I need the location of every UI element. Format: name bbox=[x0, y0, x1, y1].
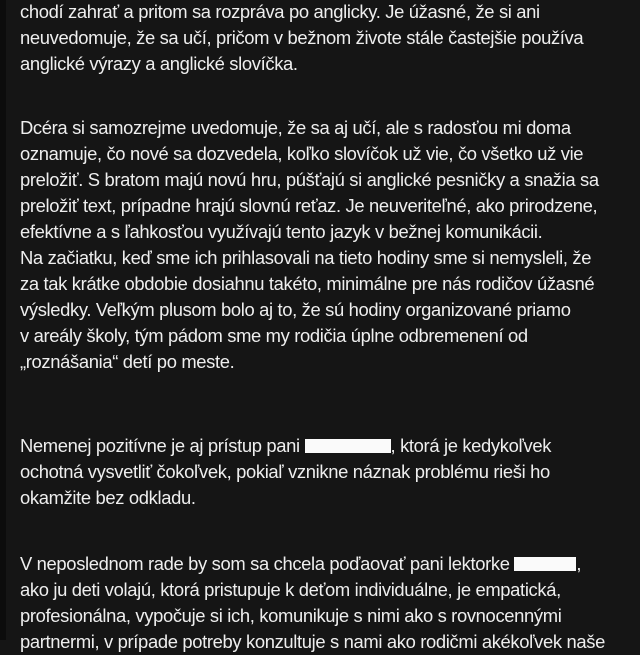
text-line: Dcéra si samozrejme uvedomuje, že sa aj učí, ale s radosťou mi doma bbox=[20, 117, 571, 138]
text-line: výsledky. Veľkým plusom bolo aj to, že sú hodiny organizované priamo bbox=[20, 299, 571, 320]
text-line: ako ju deti volajú, ktorá pristupuje k deťom individuálne, je empatická, bbox=[20, 579, 561, 600]
redacted-name bbox=[514, 557, 576, 571]
redacted-name bbox=[305, 439, 391, 453]
text-line bbox=[20, 551, 581, 577]
text-line: ochotná vysvetliť čokoľvek, pokiaľ vznikne náznak problému rieši ho bbox=[20, 461, 550, 482]
text-line: „roznášania“ detí po meste. bbox=[20, 351, 235, 372]
text-line: preložiť text, prípadne hrajú slovnú reťaz. Je neuveriteľné, ako prirodzene, bbox=[20, 195, 598, 216]
text-segment: , bbox=[576, 553, 582, 574]
text-line: efektívne a s ľahkosťou využívajú tento jazyk v bežnej komunikácii. bbox=[20, 221, 543, 242]
text-line bbox=[20, 433, 551, 459]
text-line: v areály školy, tým pádom sme my rodičia úplne odbremenení od bbox=[20, 325, 528, 346]
text-line: za tak krátke obdobie dosiahnu takéto, minimálne pre nás rodičov úžasné bbox=[20, 273, 595, 294]
text-line: anglické výrazy a anglické slovíčka. bbox=[20, 53, 298, 74]
text-line: okamžite bez odkladu. bbox=[20, 487, 196, 508]
text-line: partnermi, v prípade potreby konzultuje s nami ako rodičmi akékoľvek naše bbox=[20, 631, 605, 652]
text-line: neuvedomuje, že sa učí, pričom v bežnom živote stále častejšie používa bbox=[20, 27, 584, 48]
text-segment: V neposlednom rade by som sa chcela poďaovať pani lektorke bbox=[20, 553, 515, 574]
text-line: profesionálna, vypočuje si ich, komunikuje s nimi ako s rovnocennými bbox=[20, 605, 562, 626]
text-line: Na začiatku, keď sme ich prihlasovali na tieto hodiny sme si nemysleli, že bbox=[20, 247, 592, 268]
text-segment: , ktorá je kedykoľvek bbox=[390, 435, 552, 456]
left-edge bbox=[0, 0, 6, 640]
text-line: preložiť. S bratom majú novú hru, púšťajú si anglické pesničky a snažia sa bbox=[20, 169, 599, 190]
text-line: oznamuje, čo nové sa dozvedela, koľko slovíčok už vie, čo všetko už vie bbox=[20, 143, 584, 164]
text-segment: Nemenej pozitívne je aj prístup pani bbox=[20, 435, 305, 456]
text-line: chodí zahrať a pritom sa rozpráva po anglicky. Je úžasné, že si ani bbox=[20, 1, 540, 22]
